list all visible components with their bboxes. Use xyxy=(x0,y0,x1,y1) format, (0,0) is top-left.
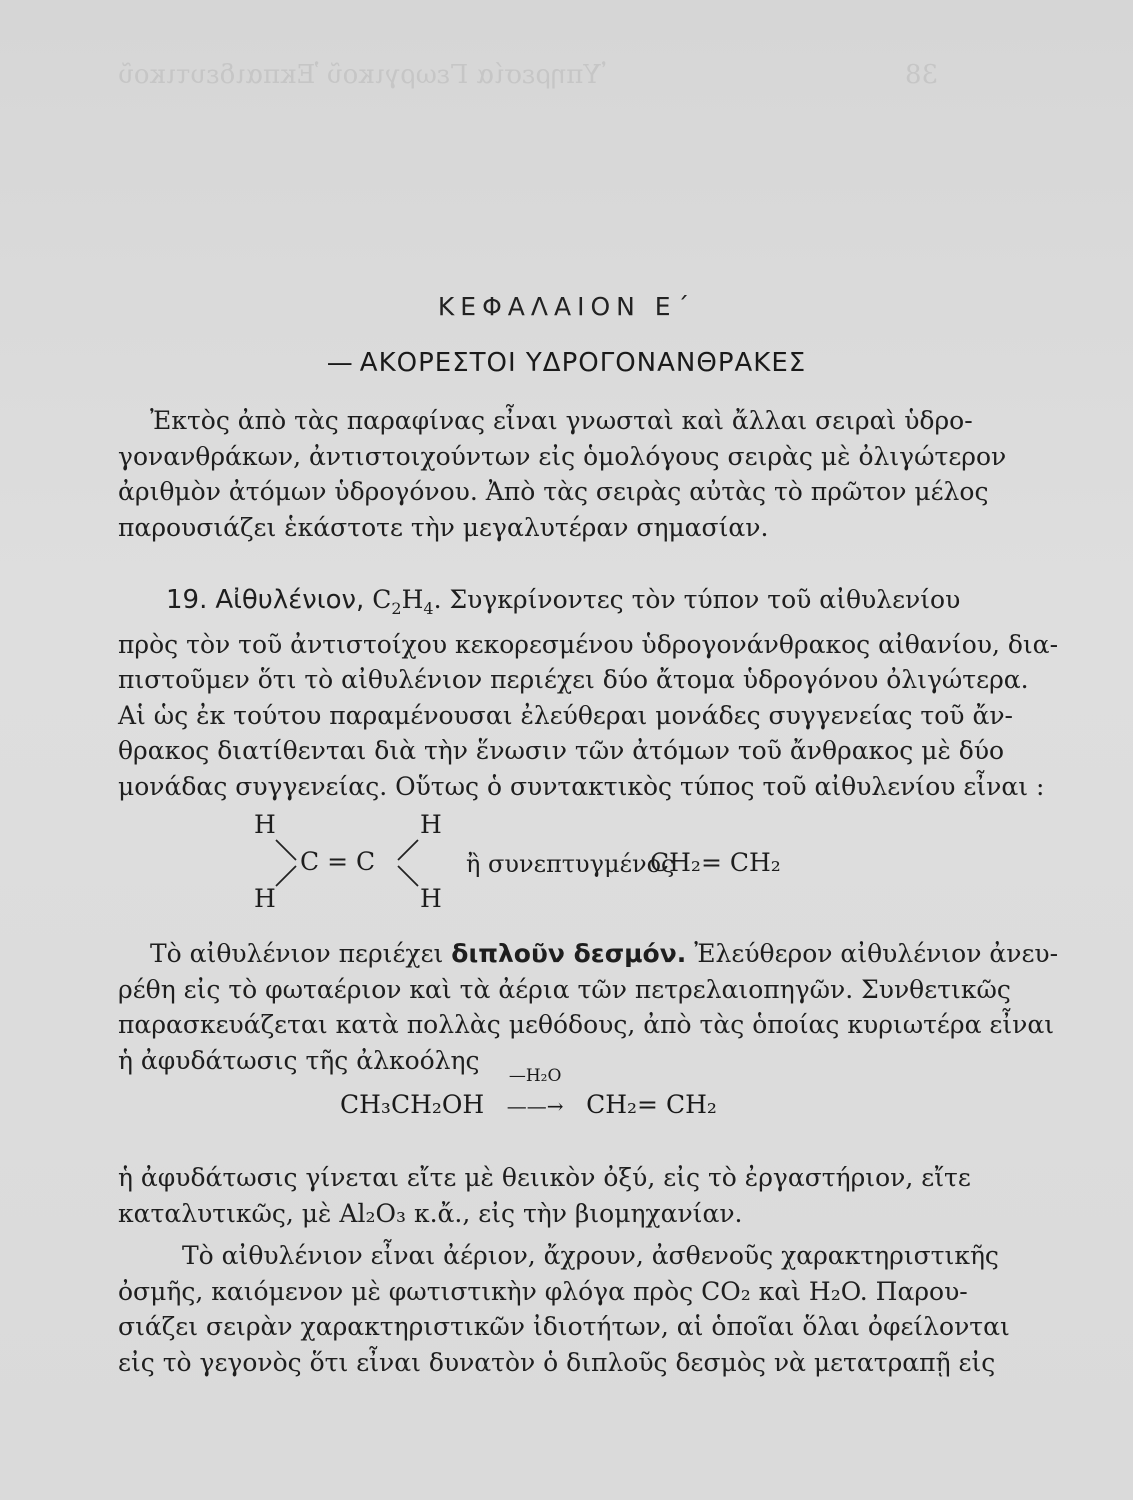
reactant: CH₃CH₂OH xyxy=(340,1090,485,1119)
reaction-arrow xyxy=(500,1066,570,1119)
bond-top-left xyxy=(276,840,296,860)
section-line: πρὸς τὸν τοῦ ἀντιστοίχου κεκορεσμένου ὑδρογονάνθρακος αἰθανίου, δια- xyxy=(118,629,1059,659)
paragraph-4 xyxy=(118,1238,1010,1380)
atom-h-bottom-left: H xyxy=(254,884,276,913)
atom-h-top-left: H xyxy=(254,810,276,839)
intro-line: ἀριθμὸν ἀτόμων ὑδρογόνου. Ἀπὸ τὰς σειρὰς αὐτὰς τὸ πρῶτον μέλος xyxy=(118,477,989,506)
para2-line: παρασκευάζεται κατὰ πολλὰς μεθόδους, ἀπὸ τὰς ὁποίας κυριωτέρα εἶναι xyxy=(118,1010,1055,1039)
intro-line: παρουσιάζει ἑκάστοτε τὴν μεγαλυτέραν σημασίαν. xyxy=(118,512,769,542)
arrow-label: —H₂O xyxy=(508,1066,562,1086)
bold-phrase: διπλοῦν δεσμόν. xyxy=(451,939,687,968)
section-first-line xyxy=(118,582,961,627)
condensed-label: ἢ συνεπτυγμένος xyxy=(466,850,675,878)
bond-bottom-right xyxy=(398,866,418,886)
para2-line: ἡ ἀφυδάτωσις τῆς ἀλκοόλης xyxy=(118,1045,480,1075)
para4-line: σιάζει σειρὰν χαρακτηριστικῶν ἰδιοτήτων, αἱ ὁποῖαι ὅλαι ὀφείλονται xyxy=(118,1312,1010,1341)
reaction-equation xyxy=(340,1066,717,1119)
chapter-heading: ΚΕΦΑΛΑΙΟΝ Ε΄ xyxy=(437,292,696,321)
intro-paragraph xyxy=(118,403,1007,545)
para4-line: ὀσμῆς, καιόμενον μὲ φωτιστικὴν φλόγα πρὸς CO₂ καὶ H₂O. Παρου- xyxy=(118,1276,968,1306)
para3-line: ἡ ἀφυδάτωσις γίνεται εἴτε μὲ θειικὸν ὀξύ, εἰς τὸ ἐργαστήριον, εἴτε xyxy=(118,1163,971,1192)
condensed-formula: CH₂= CH₂ xyxy=(650,848,781,877)
bond-bottom-left xyxy=(276,866,296,886)
section-line: πιστοῦμεν ὅτι τὸ αἰθυλένιον περιέχει δύο ἄτομα ὑδρογόνου ὀλιγώτερα. xyxy=(118,665,1029,694)
para4-line: Τὸ αἰθυλένιον εἶναι ἀέριον, ἄχρουν, ἀσθενοῦς χαρακτηριστικῆς xyxy=(182,1241,999,1270)
title-dash: — xyxy=(326,348,354,378)
section-formula: $C_2H_4$ xyxy=(372,585,434,618)
arrow-icon: ——→ xyxy=(506,1094,564,1118)
section-line: θρακος διατίθενται διὰ τὴν ἕνωσιν τῶν ἀτόμων τοῦ ἄνθρακος μὲ δύο xyxy=(118,736,1005,765)
section-name: Αἰθυλένιον, xyxy=(215,585,365,615)
para4-line: εἰς τὸ γεγονὸς ὅτι εἶναι δυνατὸν ὁ διπλοῦς δεσμὸς νὰ μετατραπῇ εἰς xyxy=(118,1347,996,1377)
atom-h-bottom-right: H xyxy=(420,884,442,913)
bleed-through-page-number: 38 xyxy=(905,60,939,90)
intro-line: Ἐκτὸς ἀπὸ τὰς παραφίνας εἶναι γνωσταὶ καὶ ἄλλαι σειραὶ ὑδρο- xyxy=(150,406,973,435)
section-19-paragraph xyxy=(118,582,1059,804)
chapter-title-text: ΑΚΟΡΕΣΤΟΙ ΥΔΡΟΓΟΝΑΝΘΡΑΚΕΣ xyxy=(359,348,807,378)
intro-line: γονανθράκων, ἀντιστοιχούντων εἰς ὁμολόγους σειρὰς μὲ ὀλιγώτερον xyxy=(118,441,1007,471)
para2-first-line: Τὸ αἰθυλένιον περιέχει διπλοῦν δεσμόν. Ἐλεύθερον αἰθυλένιον ἀνευ- xyxy=(150,939,1059,968)
para3-line: καταλυτικῶς, μὲ Al₂O₃ κ.ἄ., εἰς τὴν βιομηχανίαν. xyxy=(118,1198,743,1228)
section-number: 19. xyxy=(166,585,208,615)
section-line: Αἱ ὡς ἐκ τούτου παραμένουσαι ἐλεύθεραι μονάδες συγγενείας τοῦ ἄν- xyxy=(118,700,1013,730)
paragraph-3 xyxy=(118,1160,971,1231)
paragraph-2 xyxy=(118,936,1059,1078)
section-line: μονάδας συγγενείας. Οὕτως ὁ συντακτικὸς τύπος τοῦ αἰθυλενίου εἶναι : xyxy=(118,771,1045,801)
product: CH₂= CH₂ xyxy=(586,1090,717,1119)
structural-formula xyxy=(240,810,840,920)
chapter-title xyxy=(0,348,1133,378)
para2-line: ρέθη εἰς τὸ φωταέριον καὶ τὰ ἀέρια τῶν πετρελαιοπηγῶν. Συνθετικῶς xyxy=(118,974,1011,1004)
section-first-line-rest: . Συγκρίνοντες τὸν τύπον τοῦ αἰθυλενίου xyxy=(433,585,961,614)
bleed-through-header: Ὑπηρεσία Γεωργικοῦ Ἐκπαιδευτικοῦ xyxy=(118,60,606,90)
double-bond-cc: C = C xyxy=(300,847,376,876)
bond-top-right xyxy=(398,840,418,860)
atom-h-top-right: H xyxy=(420,810,442,839)
